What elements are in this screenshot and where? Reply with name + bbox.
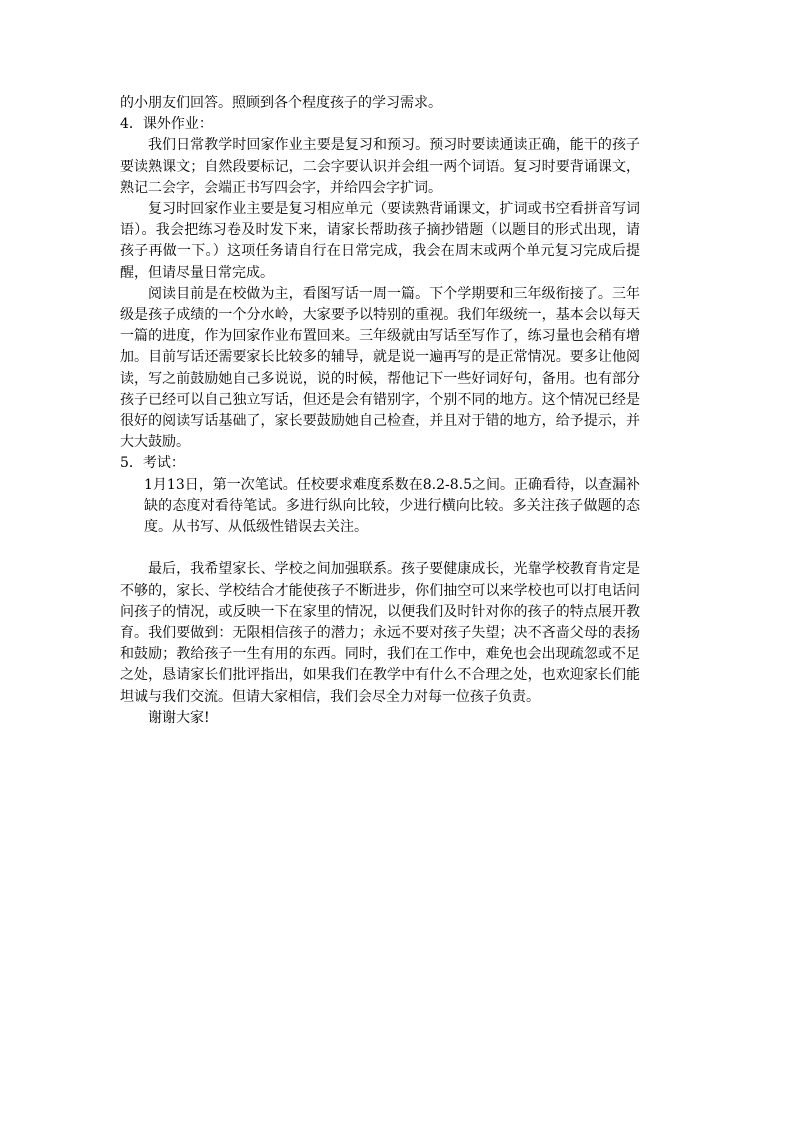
section-heading-homework: 4．课外作业： [120, 116, 213, 133]
paragraph-daily-homework: 我们日常教学时回家作业主要是复习和预习。预习时要读通读正确，能干的孩子要读熟课文；自然段要标记，二会字要认识并会组一两个词语。复习时要背诵课文，熟记二会字，会端正书写四会字，并给四会字扩词。 [120, 137, 640, 196]
paragraph-thanks: 谢谢大家! [148, 709, 210, 726]
document-body [120, 93, 640, 729]
paragraph-continuation: 的小朋友们回答。照顾到各个程度孩子的学习需求。 [120, 95, 442, 111]
section-heading-exam: 5．考试： [120, 455, 185, 472]
paragraph-review-homework: 复习时回家作业主要是复习相应单元（要读熟背诵课文，扩词或书空看拼音写词语）。我会把练习卷及时发下来，请家长帮助孩子摘抄错题（以题目的形式出现，请孩子再做一下。）这项任务请自行在日常完成，我会在周末或两个单元复习完成后提醒，但请尽量日常完成。 [120, 201, 640, 281]
paragraph-exam: 1月13日，第一次笔试。任校要求难度系数在8.2-8.5之间。正确看待，以查漏补缺的态度对看待笔试。多进行纵向比较，少进行横向比较。多关注孩子做题的态度。从书写、从低级性错误去关注。 [144, 476, 640, 536]
blank-line [120, 538, 640, 559]
paragraph-closing: 最后，我希望家长、学校之间加强联系。孩子要健康成长，光靠学校教育肯定是不够的，家长、学校结合才能使孩子不断进步，你们抽空可以来学校也可以打电话问问孩子的情况，或反映一下在家里的情况，以便我们及时针对你的孩子的特点展开教育。我们要做到：无限相信孩子的潜力；永远不要对孩子失望；决不吝啬父母的表扬和鼓励；教给孩子一生有用的东西。同时，我们在工作中，难免也会出现疏忽或不足之处，恳请家长们批评指出，如果我们在教学中有什么不合理之处，也欢迎家长们能坦诚与我们交流。但请大家相信，我们会尽全力对每一位孩子负责。 [120, 561, 640, 705]
paragraph-reading: 阅读目前是在校做为主，看图写话一周一篇。下个学期要和三年级衔接了。三年级是孩子成绩的一个分水岭，大家要予以特别的重视。我们年级统一，基本会以每天一篇的进度，作为回家作业布置回来。三年级就由写话至写作了，练习量也会稍有增加。目前写话还需要家长比较多的辅导，就是说一遍再写的是正常情况。要多让他阅读，写之前鼓励她自己多说说，说的时候，帮他记下一些好词好句，备用。也有部分孩子已经可以自己独立写话，但还是会有错别字，个别不同的地方。这个情况已经是很好的阅读写话基础了，家长要鼓励她自己检查，并且对于错的地方，给予提示，并大大鼓励。 [120, 285, 640, 451]
